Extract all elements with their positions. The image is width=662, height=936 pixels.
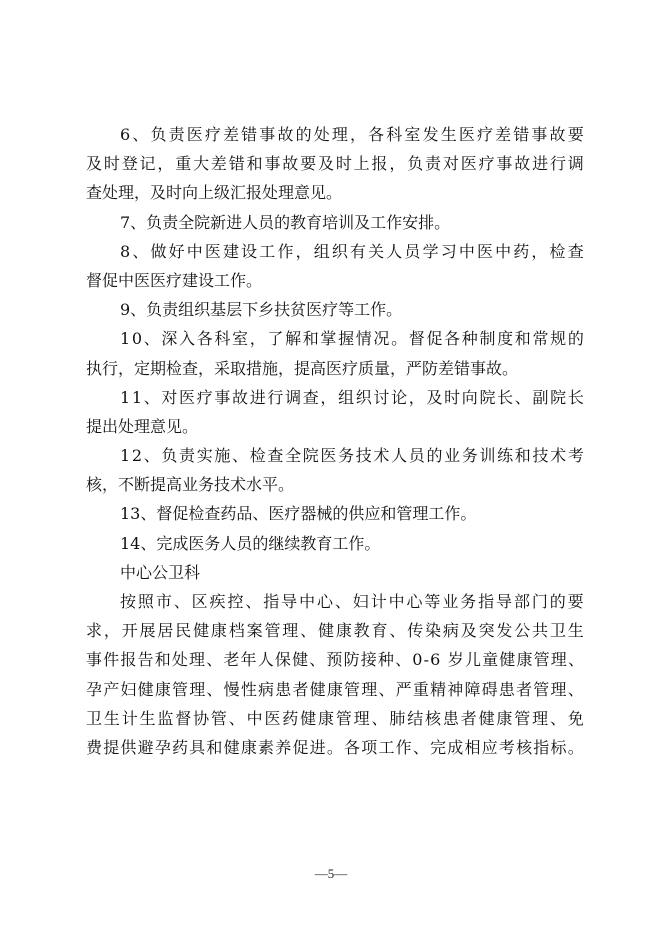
text-line: 执行，定期检查，采取措施，提高医疗质量，严防差错事故。 — [86, 358, 519, 378]
text-line: 6 、 负 责 医 疗 差 错 事 故 的 处 理 ， 各 科 室 发 生 医 疗 差 错 事 故 要 — [120, 125, 584, 144]
text-line: 事 件 报 告 和 处 理 、 老 年 人 保 健 、 预 防 接 种 、 0 - 6 岁 儿 童 健 康 管 理 、 — [86, 650, 584, 670]
text-line: 费 提 供 避 孕 药 具 和 健 康 素 养 促 进 。 各 项 工 作 、 完 成 相 应 考 核 指 标 。 — [86, 737, 584, 757]
text-line: 核，不断提高业务技术水平。 — [86, 475, 295, 495]
text-line: 1 2 、 负 责 实 施 、 检 查 全 院 医 务 技 术 人 员 的 业 务 训 练 和 技 术 考 — [120, 446, 584, 466]
document-body — [86, 120, 584, 762]
text-line: 按 照 市 、 区 疾 控 、 指 导 中 心 、 妇 计 中 心 等 业 务 指 导 部 门 的 要 — [120, 592, 584, 611]
text-line: 9、负责组织基层下乡扶贫医疗等工作。 — [120, 300, 403, 320]
text-line: 1 0 、 深 入 各 科 室 ， 了 解 和 掌 握 情 况 。 督 促 各 种 制 度 和 常 规 的 — [120, 329, 584, 349]
text-line: 及 时 登 记 ， 重 大 差 错 和 事 故 要 及 时 上 报 ， 负 责 对 医 疗 事 故 进 行 调 — [86, 154, 584, 174]
text-line: 求 ， 开 展 居 民 健 康 档 案 管 理 、 健 康 教 育 、 传 染 病 及 突 发 公 共 卫 生 — [86, 621, 584, 641]
text-line: 8 、 做 好 中 医 建 设 工 作 ， 组 织 有 关 人 员 学 习 中 医 中 药 ， 检 查 — [120, 241, 584, 261]
text-line: 中心公卫科 — [120, 562, 201, 582]
text-line: 孕 产 妇 健 康 管 理 、 慢 性 病 患 者 健 康 管 理 、 严 重 精 神 障 碍 患 者 管 理 、 — [86, 679, 584, 699]
page-number: —5— — [314, 866, 348, 881]
text-line: 7、负责全院新进人员的教育培训及工作安排。 — [120, 212, 451, 232]
text-line: 13、督促检查药品、医疗器械的供应和管理工作。 — [120, 504, 477, 524]
text-line: 查处理，及时向上级汇报处理意见。 — [86, 183, 343, 203]
text-line: 督促中医医疗建设工作。 — [86, 270, 263, 290]
text-line: 1 1 、 对 医 疗 事 故 进 行 调 查 ， 组 织 讨 论 ， 及 时 向 院 长 、 副 院 长 — [120, 387, 584, 407]
text-line: 提出处理意见。 — [86, 416, 199, 436]
text-line: 14、完成医务人员的继续教育工作。 — [120, 533, 381, 553]
text-line: 卫 生 计 生 监 督 协 管 、 中 医 药 健 康 管 理 、 肺 结 核 患 者 健 康 管 理 、 免 — [86, 708, 584, 728]
